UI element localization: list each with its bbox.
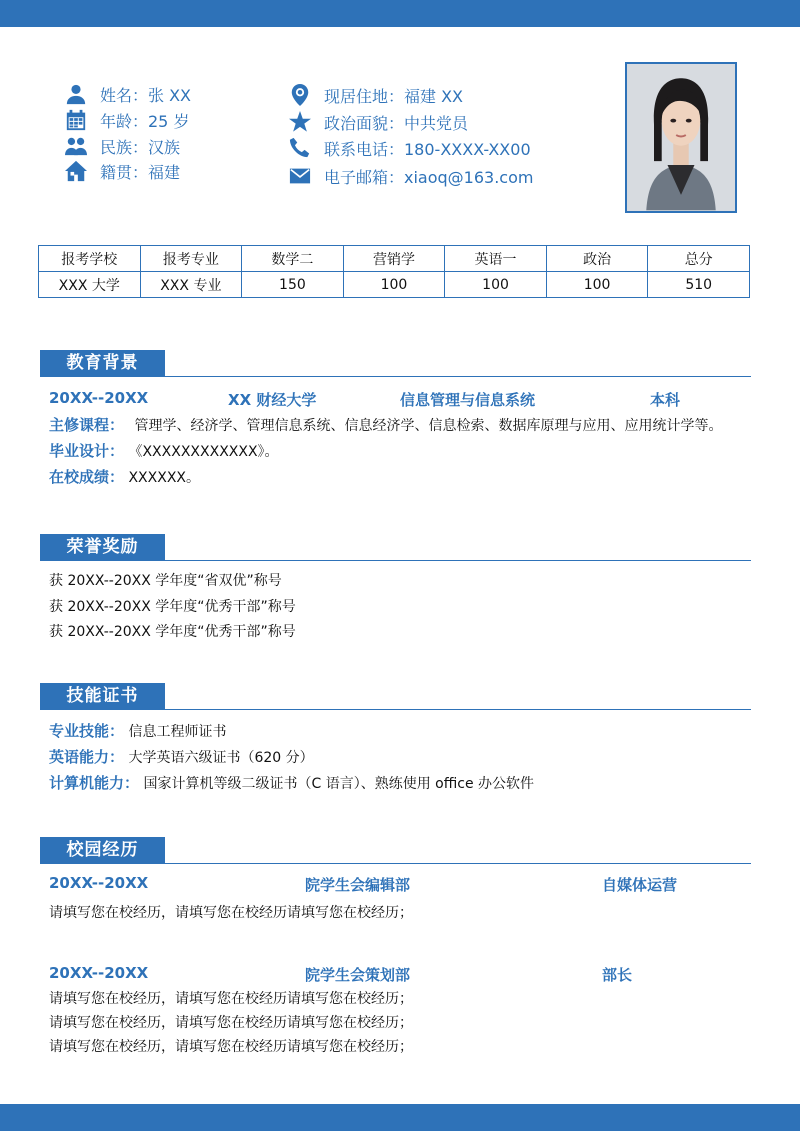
campus-detail: 请填写您在校经历，请填写您在校经历请填写您在校经历；: [49, 905, 413, 921]
score-value-cell: 510: [648, 272, 750, 298]
score-header-cell: 英语一: [445, 246, 547, 272]
name-row: [64, 81, 191, 107]
bottom-band: [0, 1104, 800, 1131]
courses-label: 主修课程：: [49, 416, 125, 434]
home-icon: [64, 159, 88, 183]
calendar-icon: [64, 108, 88, 132]
campus-period: 20XX--20XX: [49, 964, 149, 982]
education-period: 20XX--20XX: [49, 389, 149, 407]
politics-text: 政治面貌：中共党员: [324, 113, 469, 133]
score-header-cell: 报考专业: [140, 246, 242, 272]
computer-label: 计算机能力：: [49, 774, 140, 792]
computer-text: 国家计算机等级二级证书（C 语言）、熟练使用 office 办公软件: [143, 776, 535, 792]
origin-text: 籍贯：福建: [100, 162, 181, 182]
grades-line: [49, 466, 200, 487]
courses-line: [49, 414, 722, 435]
age-text: 年龄：25 岁: [100, 111, 190, 131]
politics-row: [288, 109, 468, 135]
top-band: [0, 0, 800, 27]
grades-text: XXXXXX。: [128, 470, 201, 486]
honors-title: 荣誉奖励: [40, 534, 165, 560]
phone-text: 联系电话：180-XXXX-XX00: [324, 139, 531, 159]
age-row: [64, 107, 189, 133]
campus-title: 校园经历: [40, 837, 165, 863]
score-value-cell: 150: [242, 272, 344, 298]
professional-text: 信息工程师证书: [128, 724, 227, 740]
location-icon: [288, 83, 312, 107]
score-header-cell: 营销学: [343, 246, 445, 272]
honor-item: 获 20XX--20XX 学年度“优秀干部”称号: [49, 599, 296, 615]
education-title: 教育背景: [40, 350, 165, 376]
score-header-row: [39, 246, 750, 272]
score-value-cell: XXX 大学: [39, 272, 141, 298]
skill-english: [49, 746, 314, 767]
english-label: 英语能力：: [49, 748, 125, 766]
residence-row: [288, 82, 463, 108]
score-header-cell: 数学二: [242, 246, 344, 272]
campus-detail: 请填写您在校经历，请填写您在校经历请填写您在校经历；: [49, 991, 413, 1007]
education-divider: [40, 376, 751, 377]
score-header-cell: 报考学校: [39, 246, 141, 272]
english-text: 大学英语六级证书（620 分）: [128, 750, 314, 766]
mail-icon: [288, 164, 312, 188]
thesis-line: [49, 440, 279, 461]
honors-divider: [40, 560, 751, 561]
origin-row: [64, 158, 180, 184]
courses-text: 管理学、经济学、管理信息系统、信息经济学、信息检索、数据库原理与应用、应用统计学等。: [134, 418, 723, 434]
skill-professional: [49, 720, 226, 741]
education-school: XX 财经大学: [228, 391, 317, 409]
skill-computer: [49, 772, 534, 793]
education-major: 信息管理与信息系统: [400, 391, 536, 409]
user-icon: [64, 82, 88, 106]
thesis-text: 《XXXXXXXXXXXX》。: [128, 444, 279, 460]
honor-item: 获 20XX--20XX 学年度“省双优”称号: [49, 573, 282, 589]
star-icon: [288, 110, 312, 134]
score-value-cell: 100: [445, 272, 547, 298]
email-row: [288, 163, 533, 189]
honor-item: 获 20XX--20XX 学年度“优秀干部”称号: [49, 624, 296, 640]
skills-divider: [40, 709, 751, 710]
campus-org: 院学生会策划部: [305, 966, 411, 984]
score-value-row: [39, 272, 750, 298]
grades-label: 在校成绩：: [49, 468, 125, 486]
score-header-cell: 总分: [648, 246, 750, 272]
campus-role: 自媒体运营: [602, 876, 678, 894]
phone-icon: [288, 136, 312, 160]
professional-label: 专业技能：: [49, 722, 125, 740]
campus-divider: [40, 863, 751, 864]
score-header-cell: 政治: [546, 246, 648, 272]
skills-title: 技能证书: [40, 683, 165, 709]
campus-detail: 请填写您在校经历，请填写您在校经历请填写您在校经历；: [49, 1039, 413, 1055]
score-value-cell: XXX 专业: [140, 272, 242, 298]
profile-photo: [625, 62, 737, 213]
name-text: 姓名：张 XX: [100, 85, 192, 105]
education-degree: 本科: [650, 391, 681, 409]
portrait-image: [627, 64, 735, 211]
campus-detail: 请填写您在校经历，请填写您在校经历请填写您在校经历；: [49, 1015, 413, 1031]
campus-org: 院学生会编辑部: [305, 876, 411, 894]
email-text: 电子邮箱：xiaoq@163.com: [324, 167, 534, 187]
campus-period: 20XX--20XX: [49, 874, 149, 892]
ethnicity-text: 民族：汉族: [100, 137, 181, 157]
score-value-cell: 100: [546, 272, 648, 298]
people-icon: [64, 134, 88, 158]
phone-row: [288, 135, 531, 161]
residence-text: 现居住地：福建 XX: [324, 86, 464, 106]
thesis-label: 毕业设计：: [49, 442, 125, 460]
ethnicity-row: [64, 133, 180, 159]
score-value-cell: 100: [343, 272, 445, 298]
score-table: [38, 245, 750, 298]
campus-role: 部长: [602, 966, 633, 984]
